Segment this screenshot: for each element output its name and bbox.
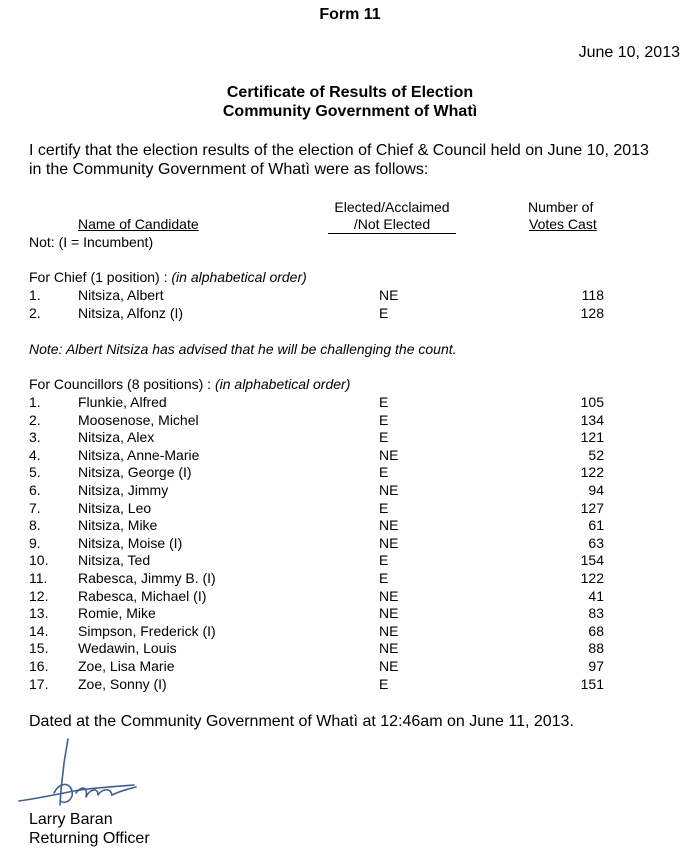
table-row (0, 623, 700, 641)
signatory-role: Returning Officer (29, 830, 150, 847)
election-status: E (379, 464, 389, 481)
election-status: NE (379, 517, 399, 534)
candidate-name: Nitsiza, Leo (78, 499, 152, 516)
table-row (0, 658, 700, 676)
candidate-name: Nitsiza, Mike (78, 517, 158, 534)
vote-count: 63 (588, 534, 604, 551)
candidate-name: Nitsiza, George (I) (78, 464, 192, 481)
vote-count: 134 (580, 411, 604, 428)
election-status: E (379, 570, 389, 586)
row-number: 6. (29, 482, 41, 498)
row-number: 13. (29, 605, 49, 622)
row-number: 3. (29, 429, 41, 446)
row-number: 16. (29, 658, 49, 674)
signatory-name: Larry Baran (29, 811, 113, 828)
row-number: 15. (29, 640, 49, 657)
row-number: 1. (29, 287, 41, 303)
candidate-name: Nitsiza, Ted (78, 552, 151, 569)
row-number: 2. (29, 304, 41, 321)
vote-count: 122 (580, 570, 604, 586)
candidate-name: Rabesca, Michael (I) (78, 587, 207, 604)
vote-count: 127 (580, 499, 604, 516)
table-row (0, 412, 700, 430)
candidate-name: Simpson, Frederick (I) (78, 622, 216, 639)
document-title: Certificate of Results of Election (226, 84, 474, 101)
candidate-name: Zoe, Lisa Marie (78, 658, 175, 674)
table-row (0, 305, 700, 323)
row-number: 9. (29, 534, 41, 551)
candidate-name: Flunkie, Alfred (78, 394, 167, 410)
vote-count: 151 (580, 675, 604, 692)
election-status: E (379, 552, 389, 569)
table-row (0, 500, 700, 518)
table-row (0, 552, 700, 570)
vote-count: 68 (588, 622, 604, 639)
table-row (0, 676, 700, 694)
election-status: NE (379, 534, 399, 551)
name-header: Name of Candidate (78, 216, 199, 232)
incumbent-legend: Not: (I = Incumbent) (29, 234, 154, 250)
challenge-note: Note: Albert Nitsiza has advised that he will be challenging the count. (29, 341, 457, 357)
row-number: 4. (29, 446, 41, 463)
handwritten-signature (14, 735, 164, 815)
vote-count: 118 (581, 287, 604, 303)
election-status: E (379, 675, 389, 692)
row-number: 7. (29, 499, 41, 516)
row-number: 2. (29, 411, 41, 428)
table-row (0, 535, 700, 553)
candidate-name: Wedawin, Louis (78, 640, 177, 657)
form-number: Form 11 (319, 6, 381, 23)
vote-count: 52 (588, 446, 604, 463)
dated-statement: Dated at the Community Government of Whatì at 12:46am on June 11, 2013. (29, 713, 574, 730)
election-status: NE (379, 482, 399, 498)
candidate-name: Nitsiza, Alfonz (I) (78, 304, 184, 321)
vote-count: 83 (588, 605, 604, 622)
vote-count: 105 (580, 394, 604, 410)
election-status: E (379, 499, 389, 516)
table-row (0, 287, 700, 305)
table-row (0, 447, 700, 465)
certification-line-1: I certify that the election results of the election of Chief & Council held on June 10, 2013 (29, 142, 649, 159)
election-status: NE (379, 658, 399, 674)
row-number: 5. (29, 464, 41, 481)
row-number: 12. (29, 587, 49, 604)
table-row (0, 464, 700, 482)
election-status: E (379, 411, 389, 428)
row-number: 14. (29, 622, 49, 639)
election-status: E (379, 394, 389, 410)
document-subtitle: Community Government of Whatì (222, 103, 478, 120)
status-header-line-1: Elected/Acclaimed (334, 199, 450, 215)
vote-count: 94 (588, 482, 604, 498)
table-row (0, 588, 700, 606)
candidate-name: Nitsiza, Jimmy (78, 482, 169, 498)
election-status: NE (379, 640, 399, 657)
candidate-name: Nitsiza, Albert (78, 287, 164, 303)
vote-count: 41 (588, 587, 604, 604)
chief-section-heading: For Chief (1 position) : (in alphabetical order) (29, 269, 307, 285)
vote-count: 97 (588, 658, 604, 674)
election-status: NE (379, 622, 399, 639)
table-row (0, 605, 700, 623)
table-row (0, 517, 700, 535)
election-status: NE (379, 587, 399, 604)
status-header-line-2: /Not Elected (328, 216, 456, 234)
candidate-name: Zoe, Sonny (I) (78, 675, 167, 692)
votes-header-line-1: Number of (528, 199, 594, 215)
table-row (0, 394, 700, 412)
table-row (0, 570, 700, 588)
vote-count: 122 (580, 464, 604, 481)
votes-header-line-2: Votes Cast (529, 216, 597, 232)
election-status: E (379, 304, 389, 321)
candidate-name: Moosenose, Michel (78, 411, 199, 428)
candidate-name: Nitsiza, Anne-Marie (78, 446, 200, 463)
election-status: E (379, 429, 389, 446)
election-status: NE (379, 605, 399, 622)
row-number: 1. (29, 394, 41, 410)
table-row (0, 429, 700, 447)
election-status: NE (379, 446, 399, 463)
table-row (0, 640, 700, 658)
certification-line-2: in the Community Government of Whatì were as follows: (29, 161, 429, 178)
vote-count: 61 (588, 517, 604, 534)
candidate-name: Nitsiza, Alex (78, 429, 155, 446)
candidate-name: Romie, Mike (78, 605, 156, 622)
row-number: 10. (29, 552, 49, 569)
councillor-section-heading: For Councillors (8 positions) : (in alphabetical order) (29, 376, 351, 392)
vote-count: 154 (580, 552, 604, 569)
row-number: 17. (29, 675, 49, 692)
candidate-name: Rabesca, Jimmy B. (I) (78, 570, 216, 586)
vote-count: 121 (580, 429, 604, 446)
vote-count: 88 (588, 640, 604, 657)
candidate-name: Nitsiza, Moise (I) (78, 534, 183, 551)
row-number: 11. (29, 570, 48, 586)
table-row (0, 482, 700, 500)
document-date: June 10, 2013 (578, 44, 680, 61)
election-status: NE (379, 287, 399, 303)
row-number: 8. (29, 517, 41, 534)
vote-count: 128 (580, 304, 604, 321)
